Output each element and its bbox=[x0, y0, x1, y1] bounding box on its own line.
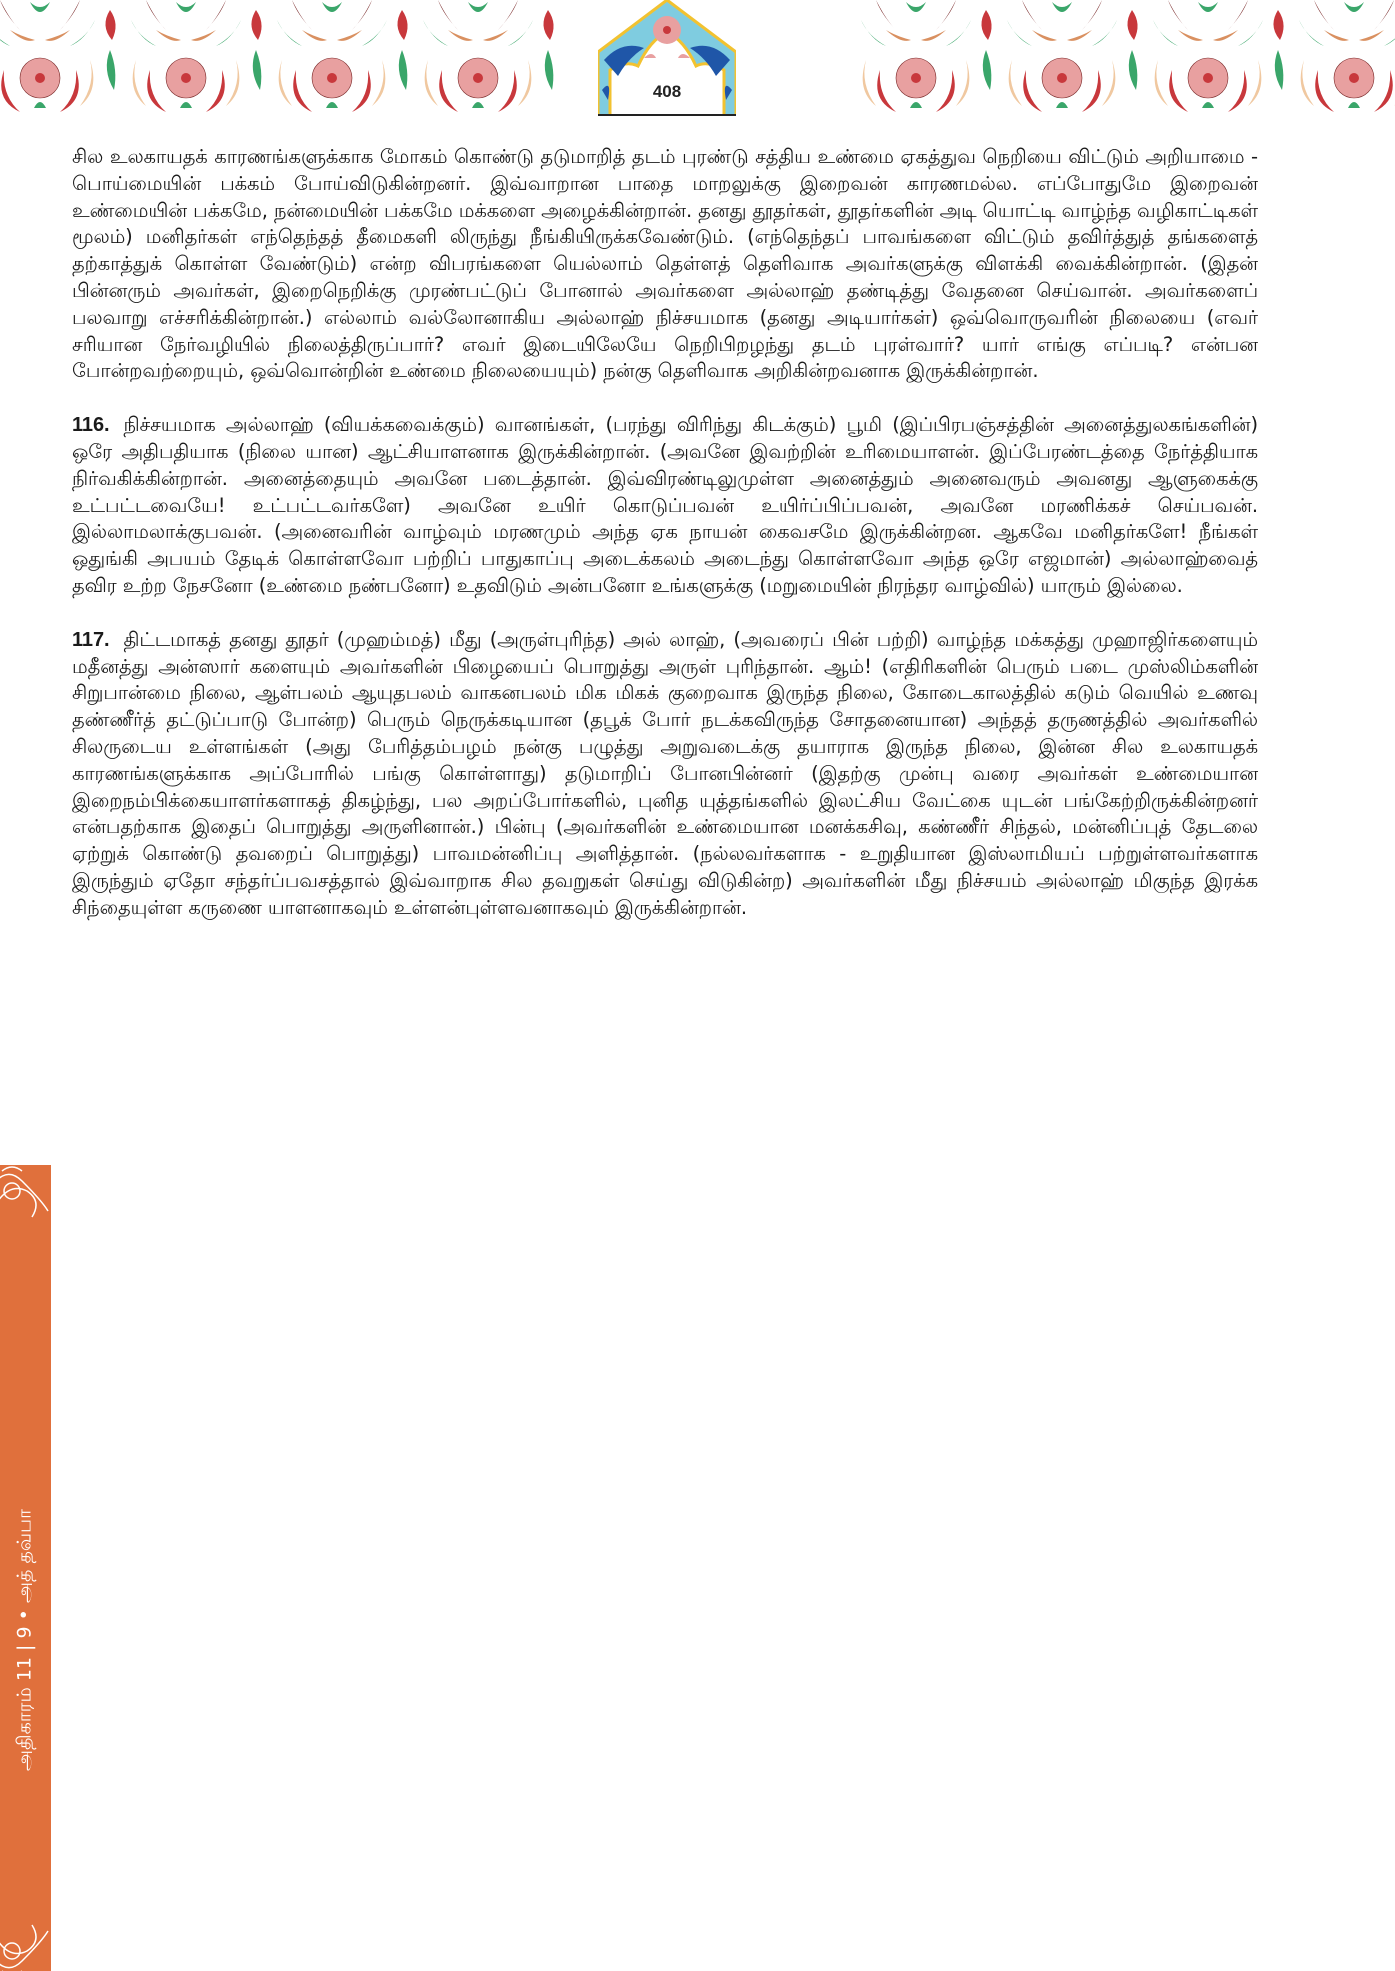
separator: | bbox=[13, 1644, 36, 1651]
verse-116 bbox=[72, 412, 1258, 600]
verse-number: 117. bbox=[72, 628, 110, 651]
decorative-header-border bbox=[0, 0, 1395, 116]
paragraph-text: திட்டமாகத் தனது தூதர் (முஹம்மத்) மீது (அருள்புரிந்த) அல் லாஹ், (அவரைப் பின் பற்றி) வாழ்ந்த மக்கத்து முஹாஜிர்களையும் மதீனத்து அன்ஸார் களையும் அவர்களின் பிழையைப் பொறுத்து அருள் புரிந்தான். ஆம்! (எதிரிகளின் பெரும் படை முஸ்லிம்களின் சிறுபான்மை நிலை, ஆள்பலம் ஆயுதபலம் வாகனபலம் மிக மிகக் குறைவாக இருந்த நிலை, கோடைகாலத்தில் கடும் வெயில் உணவு தண்ணீர்த் தட்டுப்பாடு போன்ற) பெரும் நெருக்கடியான (தபூக் போர் நடக்கவிருந்த சோதனையான) அந்தத் தருணத்தில் அவர்களில் சிலருடைய உள்ளங்கள் (அது பேரித்தம்பழம் நன்கு பழுத்து அறுவடைக்கு தயாராக இருந்த நிலை, இன்ன சில உலகாயதக் காரணங்களுக்காக அப்போரில் பங்கு கொள்ளாது) தடுமாறிப் போனபின்னர் (இதற்கு முன்பு வரை அவர்கள் உண்மையான இறைநம்பிக்கையாளர்களாகத் திகழ்ந்து, பல அறப்போர்களில், புனித யுத்தங்களில் இலட்சிய வேட்கை யுடன் பங்கேற்றிருக்கின்றனர் என்பதற்காக இதைப் பொறுத்து அருளினான்.) பின்பு (அவர்களின் உண்மையான மனக்கசிவு, கண்ணீர் சிந்தல், மன்னிப்புத் தேடலை ஏற்றுக் கொண்டு தவறைப் பொறுத்து) பாவமன்னிப்பு அளித்தான். (நல்லவர்களாக - உறுதியான இஸ்லாமியப் பற்றுள்ளவர்களாக இருந்தும் ஏதோ சந்தர்ப்பவசத்தால் இவ்வாறாக சில தவறுகள் செய்து விடுகின்ற) அவர்களின் மீது நிச்சயம் அல்லாஹ் மிகுந்த இரக்க சிந்தையுள்ள கருணை யாளனாகவும் உள்ளன்புள்ளவனாகவும் இருக்கின்றான். bbox=[72, 627, 1258, 919]
paragraph-continuation bbox=[72, 144, 1258, 385]
verse-number: 116. bbox=[72, 414, 110, 437]
verse-117 bbox=[72, 627, 1258, 922]
surah-number: 9 bbox=[13, 1626, 36, 1639]
arabesque-ornament-icon bbox=[0, 1921, 51, 1971]
surah-name: அத் தவ்பா bbox=[13, 1508, 36, 1604]
paragraph-text: சில உலகாயதக் காரணங்களுக்காக மோகம் கொண்டு தடுமாறித் தடம் புரண்டு சத்திய உண்மை ஏகத்துவ நெறியை விட்டும் அறியாமை - பொய்மையின் பக்கம் போய்விடுகின்றனர். இவ்வாறான பாதை மாறலுக்கு இறைவன் காரணமல்ல. எப்போதுமே இறைவன் உண்மையின் பக்கமே, நன்மையின் பக்கமே மக்களை அழைக்கின்றான். தனது தூதர்கள், தூதர்களின் அடி யொட்டி வாழ்ந்த வழிகாட்டிகள் மூலம்) மனிதர்கள் எந்தெந்தத் தீமைகளி லிருந்து நீங்கியிருக்கவேண்டும். (எந்தெந்தப் பாவங்களை விட்டும் தவிர்த்துத் தங்களைத் தற்காத்துக் கொள்ள வேண்டும்) என்ற விபரங்களை யெல்லாம் தெள்ளத் தெளிவாக அவர்களுக்கு விளக்கி வைக்கின்றான். (இதன் பின்னரும் அவர்கள், இறைநெறிக்கு முரண்பட்டுப் போனால் அவர்களை அல்லாஹ் தண்டித்து வேதனை செய்வான். அவர்களைப் பலவாறு எச்சரிக்கின்றான்.) எல்லாம் வல்லோனாகிய அல்லாஹ் நிச்சயமாக (தனது அடியார்கள்) ஒவ்வொருவரின் நிலையை (எவர் சரியான நேர்வழியில் நிலைத்திருப்பார்? எவர் இடையிலேயே நெறிபிறழந்து தடம் புரள்வார்? யார் எங்கு எப்படி? என்பன போன்றவற்றையும், ஒவ்வொன்றின் உண்மை நிலையையும்) நன்கு தெளிவாக அறிகின்றவனாக இருக்கின்றான். bbox=[72, 145, 1258, 383]
page-body bbox=[72, 144, 1258, 949]
paragraph-text: நிச்சயமாக அல்லாஹ் (வியக்கவைக்கும்) வானங்கள், (பரந்து விரிந்து கிடக்கும்) பூமி (இப்பிரபஞ்சத்தின் அனைத்துலகங்களின்) ஒரே அதிபதியாக (நிலை யான) ஆட்சியாளனாக இருக்கின்றான். (அவனே இவற்றின் உரிமையாளன். இப்பேரண்டத்தை நேர்த்தியாக நிர்வகிக்கின்றான். அனைத்தையும் அவனே படைத்தான். இவ்விரண்டிலுமுள்ள அனைத்தும் அனைவரும் அவனது ஆளுகைக்கு உட்பட்டவையே! உட்பட்டவர்களே) அவனே உயிர் கொடுப்பவன் உயிர்ப்பிப்பவன், அவனே மரணிக்கச் செய்பவன். இல்லாமலாக்குபவன். (அனைவரின் வாழ்வும் மரணமும் அந்த ஏக நாயன் கைவசமே இருக்கின்றன. ஆகவே மனிதர்களே! நீங்கள் ஒதுங்கி அபயம் தேடிக் கொள்ளவோ பற்றிப் பாதுகாப்பு அடைக்கலம் அடைந்து கொள்ளவோ அந்த ஒரே எஜமான்) அல்லாஹ்வைத் தவிர உற்ற நேசனோ (உண்மை நண்பனோ) உதவிடும் அன்பனோ உங்களுக்கு (மறுமையின் நிரந்தர வாழ்வில்) யாரும் இல்லை. bbox=[72, 413, 1258, 597]
page-number: 408 bbox=[652, 82, 682, 101]
chapter-number: அதிகாரம் 11 bbox=[13, 1656, 36, 1772]
bullet-icon: • bbox=[13, 1609, 36, 1621]
chapter-side-tab bbox=[0, 1165, 51, 1971]
arabesque-ornament-icon bbox=[0, 1165, 51, 1221]
chapter-label bbox=[14, 1509, 39, 1771]
